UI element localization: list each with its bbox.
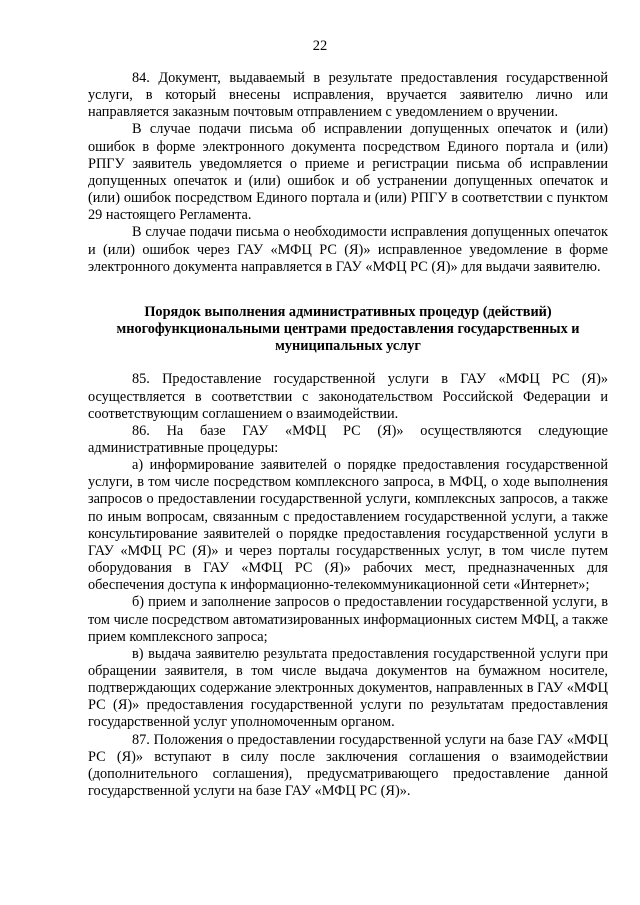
paragraph-mfc-notice: В случае подачи письма о необходимости исправления допущенных опечаток и (или) ошибок через ГАУ «МФЦ РС (Я)» исправленное уведомление в форме электронного документа направляется в ГАУ «МФЦ РС (Я)» для выдачи заявителю. [88, 224, 608, 275]
paragraph-electronic-notice: В случае подачи письма об исправлении допущенных опечаток и (или) ошибок в форме электронного документа посредством Единого портала и (или) РПГУ заявитель уведомляется о приеме и регистрации письма об исправлении допущенных опечаток и (или) ошибок и об устранении допущенных опечаток и (или) ошибок посредством Единого портала и (или) РПГУ в соответствии с пунктом 29 настоящего Регламента. [88, 121, 608, 224]
paragraph-86-c: в) выдача заявителю результата предоставления государственной услуги при обращении заявителя, в том числе выдача документов на бумажном носителе, подтверждающих содержание электронных документов, направленных в ГАУ «МФЦ РС (Я)» предоставления государственной услуги по результатам предоставления государственной услуг уполномоченным органом. [88, 645, 608, 731]
page-number: 22 [312, 38, 328, 54]
paragraph-85: 85. Предоставление государственной услуги в ГАУ «МФЦ РС (Я)» осуществляется в соответствии с законодательством Российской Федерации и соответствующим соглашением о взаимодействии. [88, 371, 608, 422]
section-heading: Порядок выполнения административных процедур (действий) многофункциональными центрами предоставления государственных и муниципальных услуг [116, 303, 580, 355]
paragraph-87: 87. Положения о предоставлении государственной услуги на базе ГАУ «МФЦ РС (Я)» вступают в силу после заключения соглашения о взаимодействии (дополнительного соглашения), предусматривающего предоставление данной государственной услуги на базе ГАУ «МФЦ РС (Я)». [88, 731, 608, 800]
paragraph-84: 84. Документ, выдаваемый в результате предоставления государственной услуги, в который внесены исправления, вручается заявителю лично или направляется заказным почтовым отправлением с уведомлением о вручении. [88, 70, 608, 121]
paragraph-86: 86. На базе ГАУ «МФЦ РС (Я)» осуществляются следующие административные процедуры: [88, 422, 608, 456]
document-body [88, 70, 608, 800]
paragraph-86-a: а) информирование заявителей о порядке предоставления государственной услуги, в том числе посредством комплексного запроса, в МФЦ, о ходе выполнения запросов о предоставлении государственной услуги, комплексных запросов, а также по иным вопросам, связанным с предоставлением государственной услуги, а также консультирование заявителей о порядке предоставления государственной услуги в ГАУ «МФЦ РС (Я)» и через порталы государственных услуг, в том числе путем оборудования в ГАУ «МФЦ РС (Я)» рабочих мест, предназначенных для обеспечения доступа к информационно-телекоммуникационной сети «Интернет»; [88, 457, 608, 594]
paragraph-86-b: б) прием и заполнение запросов о предоставлении государственной услуги, в том числе посредством автоматизированных информационных систем МФЦ, а также прием комплексного запроса; [88, 594, 608, 645]
